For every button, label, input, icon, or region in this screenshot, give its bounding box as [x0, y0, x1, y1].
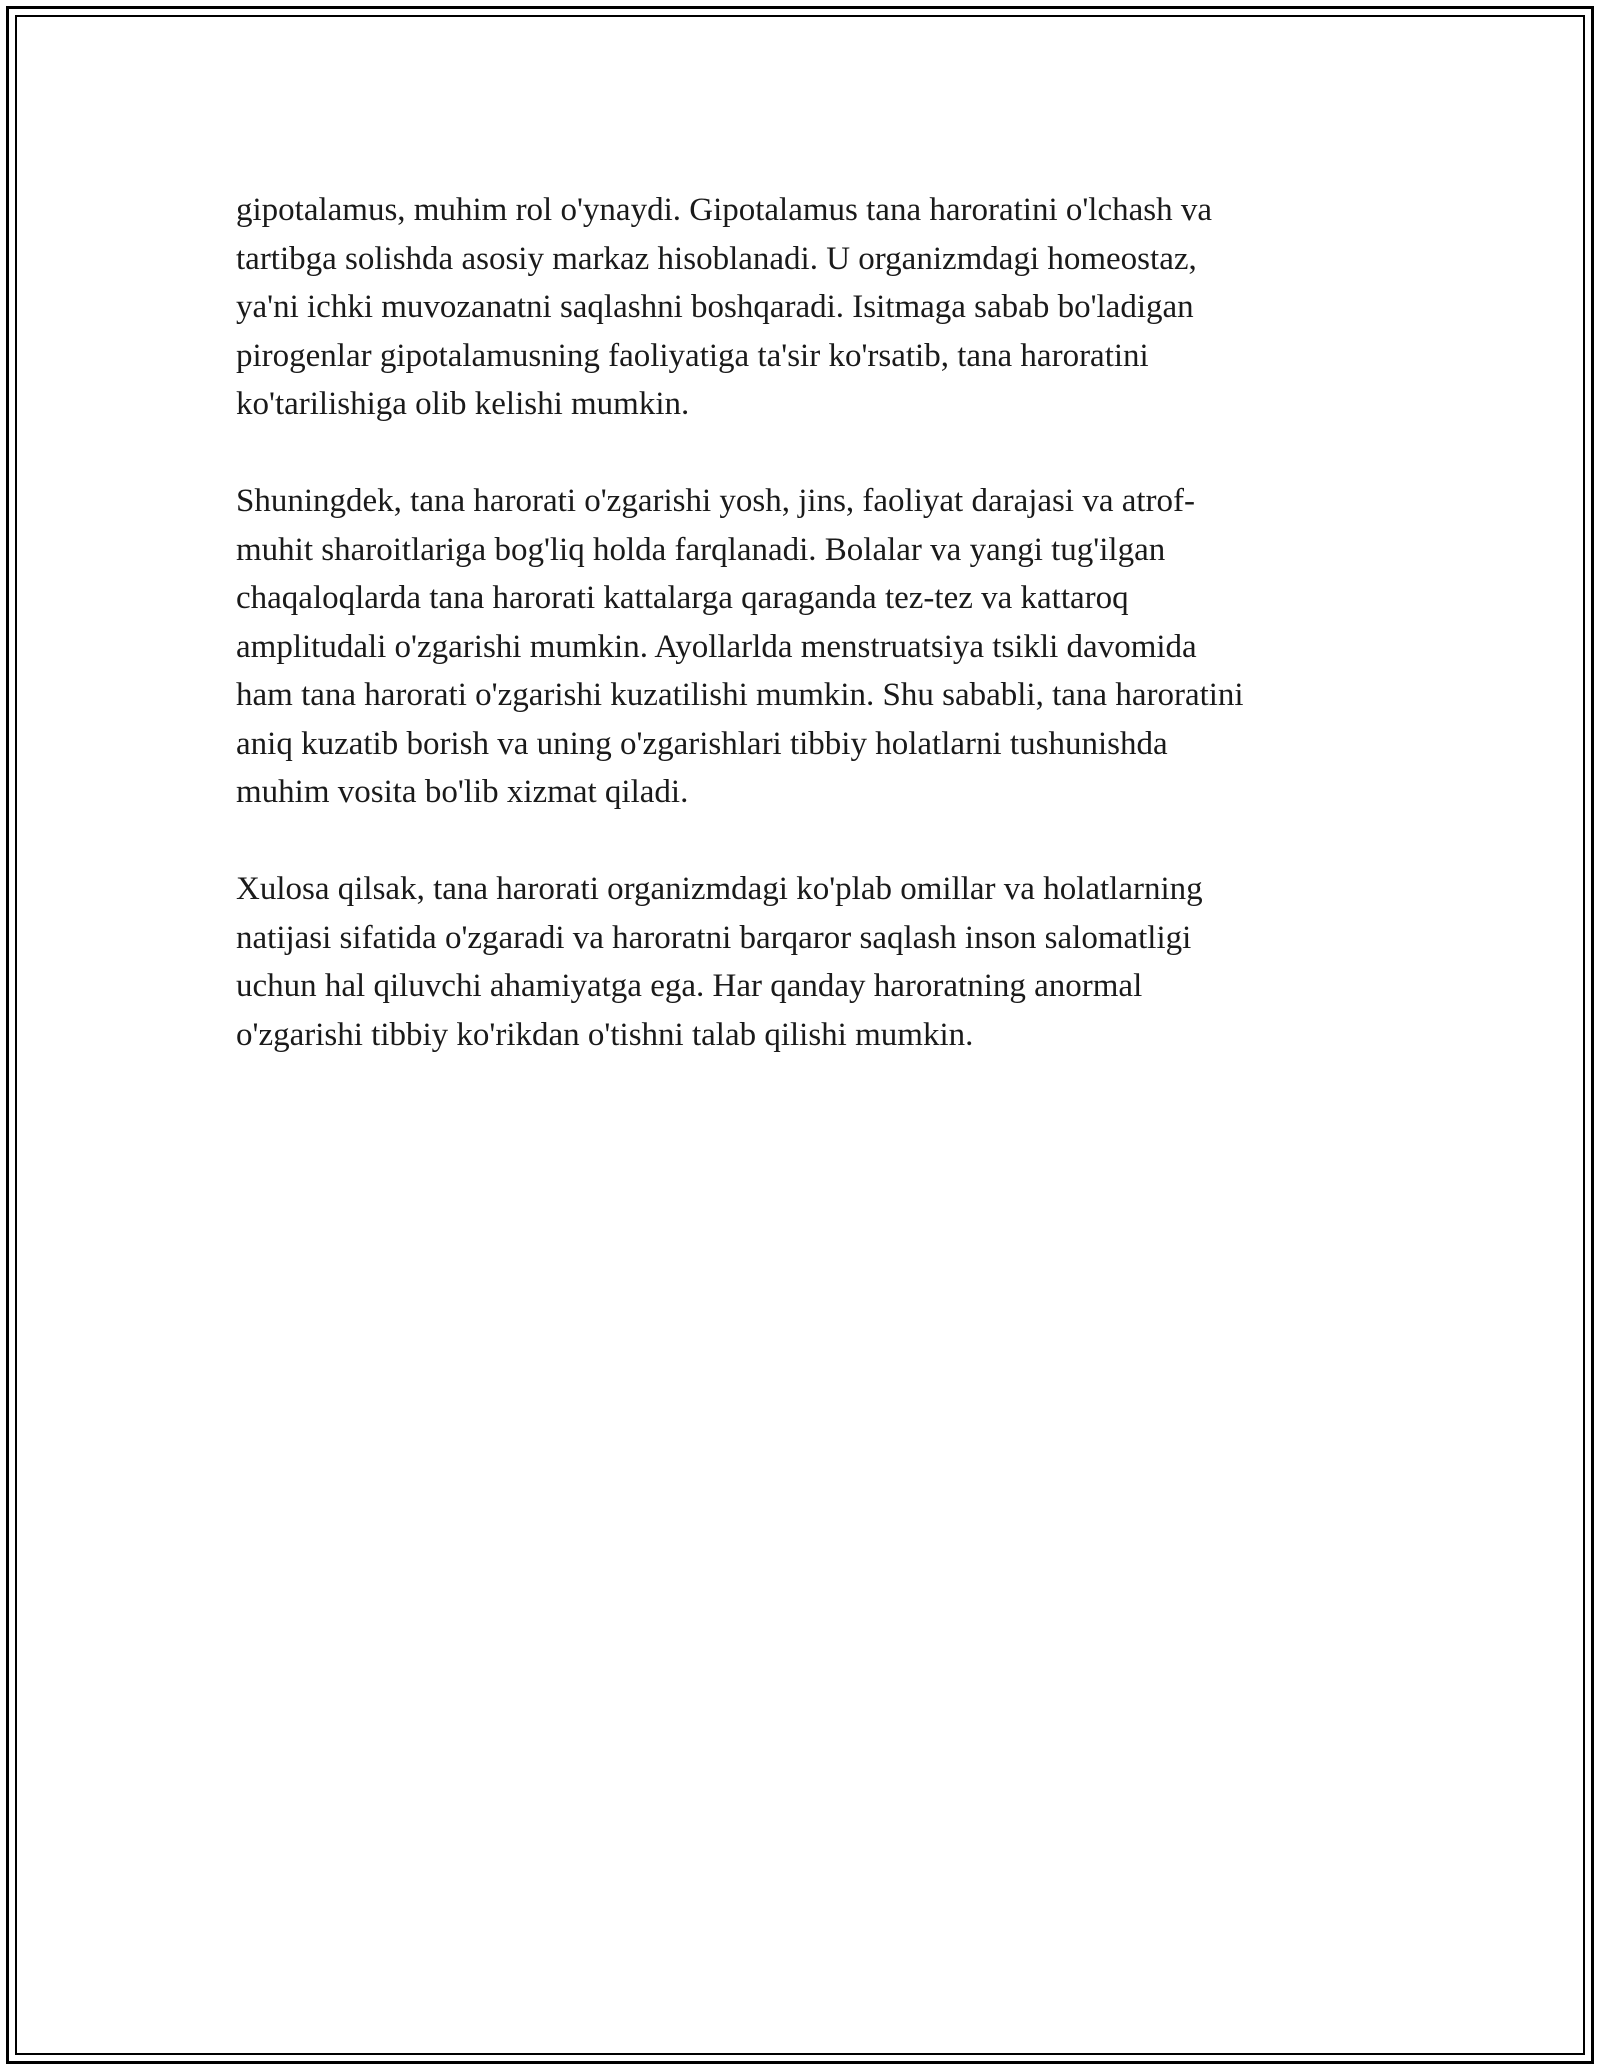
- document-body: [236, 186, 1366, 1059]
- paragraph-1: [236, 186, 1366, 429]
- text-line: chaqaloqlarda tana harorati kattalarga qaraganda tez-tez va kattaroq: [236, 580, 1129, 616]
- text-line: muhit sharoitlariga bog'liq holda farqlanadi. Bolalar va yangi tug'ilgan: [236, 531, 1166, 568]
- text-line: natijasi sifatida o'zgaradi va haroratni barqaror saqlash inson salomatligi: [236, 919, 1192, 956]
- text-line: amplitudali o'zgarishi mumkin. Ayollarlda menstruatsiya tsikli davomida: [236, 628, 1197, 665]
- text-line: muhim vosita bo'lib xizmat qiladi.: [236, 774, 689, 810]
- text-line: ham tana harorati o'zgarishi kuzatilishi mumkin. Shu sababli, tana haroratini: [236, 677, 1244, 713]
- text-line: uchun hal qiluvchi ahamiyatga ega. Har qanday haroratning anormal: [236, 968, 1143, 1004]
- text-line: pirogenlar gipotalamusning faoliyatiga ta'sir ko'rsatib, tana haroratini: [236, 337, 1149, 374]
- paragraph-3: [236, 865, 1366, 1059]
- text-line: o'zgarishi tibbiy ko'rikdan o'tishni talab qilishi mumkin.: [236, 1016, 974, 1053]
- text-line: gipotalamus, muhim rol o'ynaydi. Gipotalamus tana haroratini o'lchash va: [236, 192, 1213, 228]
- paragraph-2: [236, 477, 1366, 817]
- text-line: ya'ni ichki muvozanatni saqlashni boshqaradi. Isitmaga sabab bo'ladigan: [236, 289, 1194, 325]
- text-line: aniq kuzatib borish va uning o'zgarishlari tibbiy holatlarni tushunishda: [236, 725, 1168, 762]
- text-line: ko'tarilishiga olib kelishi mumkin.: [236, 386, 690, 422]
- text-line: tartibga solishda asosiy markaz hisoblanadi. U organizmdagi homeostaz,: [236, 240, 1197, 277]
- text-line: Shuningdek, tana harorati o'zgarishi yosh, jins, faoliyat darajasi va atrof-: [236, 483, 1195, 519]
- text-line: Xulosa qilsak, tana harorati organizmdagi ko'plab omillar va holatlarning: [236, 871, 1203, 907]
